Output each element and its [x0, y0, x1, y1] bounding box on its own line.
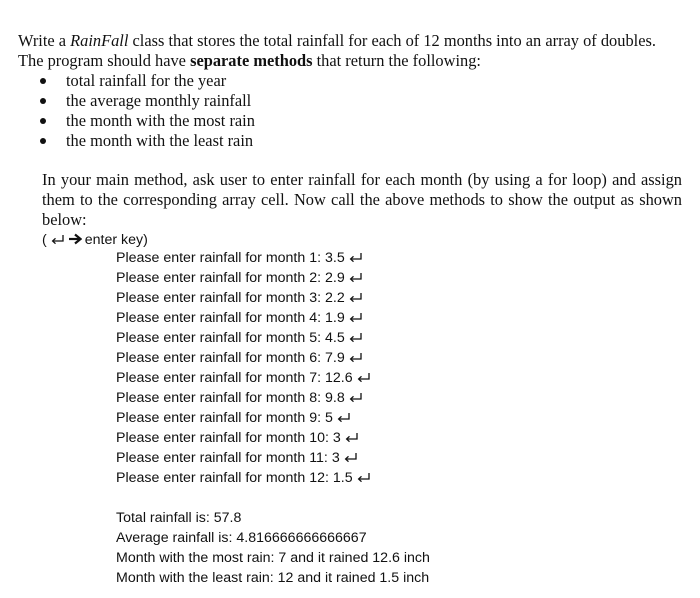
prompt-text: Please enter rainfall for month 11: 3 — [116, 450, 340, 466]
result-line-least-rain: Month with the least rain: 12 and it rained 1.5 inch — [116, 570, 430, 586]
intro-paragraph — [18, 31, 682, 71]
result-line-average: Average rainfall is: 4.816666666666667 — [116, 530, 367, 546]
enter-key-icon — [344, 452, 358, 463]
bullet-icon — [40, 118, 46, 124]
list-item-text: the month with the least rain — [66, 131, 254, 150]
key-legend — [42, 230, 148, 250]
legend-label: enter key) — [84, 232, 148, 248]
enter-key-icon — [357, 472, 371, 483]
enter-key-icon — [349, 312, 363, 323]
prompt-text: Please enter rainfall for month 2: 2.9 — [116, 270, 345, 286]
prompt-text: Please enter rainfall for month 5: 4.5 — [116, 330, 345, 346]
class-name: RainFall — [70, 31, 129, 50]
assignment-document — [18, 31, 682, 586]
prompt-line — [116, 408, 371, 428]
prompt-text: Please enter rainfall for month 8: 9.8 — [116, 390, 345, 406]
prompt-line — [116, 348, 371, 368]
list-item-text: the month with the most rain — [66, 111, 255, 130]
intro-text-1: Write a — [18, 31, 71, 50]
enter-key-icon — [51, 234, 65, 245]
bullet-icon — [40, 78, 46, 84]
right-arrow-icon — [68, 231, 82, 243]
prompt-line — [116, 268, 371, 288]
console-output — [116, 508, 430, 588]
intro-bold-text: separate methods — [190, 51, 313, 70]
prompt-text: Please enter rainfall for month 10: 3 — [116, 430, 341, 446]
prompt-line — [116, 468, 371, 488]
prompt-line — [116, 288, 371, 308]
enter-key-icon — [349, 292, 363, 303]
prompt-line — [116, 368, 371, 388]
prompt-line — [116, 248, 371, 268]
prompt-text: Please enter rainfall for month 1: 3.5 — [116, 250, 345, 266]
enter-key-icon — [349, 332, 363, 343]
list-item-text: total rainfall for the year — [66, 71, 227, 90]
legend-open-paren: ( — [42, 232, 47, 248]
prompt-line — [116, 328, 371, 348]
bullet-icon — [40, 138, 46, 144]
prompt-text: Please enter rainfall for month 3: 2.2 — [116, 290, 345, 306]
prompt-text: Please enter rainfall for month 9: 5 — [116, 410, 333, 426]
prompt-line — [116, 428, 371, 448]
enter-key-icon — [349, 352, 363, 363]
list-item — [40, 131, 682, 151]
prompt-text: Please enter rainfall for month 12: 1.5 — [116, 470, 353, 486]
result-line-total: Total rainfall is: 57.8 — [116, 510, 242, 526]
enter-key-icon — [337, 412, 351, 423]
bullet-icon — [40, 98, 46, 104]
enter-key-icon — [349, 392, 363, 403]
prompt-text: Please enter rainfall for month 6: 7.9 — [116, 350, 345, 366]
enter-key-icon — [349, 252, 363, 263]
enter-key-icon — [357, 372, 371, 383]
list-item — [40, 71, 682, 91]
enter-key-icon — [349, 272, 363, 283]
intro-text-3: that return the following: — [312, 51, 481, 70]
result-line-most-rain: Month with the most rain: 7 and it rained 12.6 inch — [116, 550, 430, 566]
list-item — [40, 111, 682, 131]
prompt-line — [116, 308, 371, 328]
enter-key-icon — [345, 432, 359, 443]
console-input-transcript — [116, 248, 371, 488]
prompt-text: Please enter rainfall for month 7: 12.6 — [116, 370, 353, 386]
list-item — [40, 91, 682, 111]
list-item-text: the average monthly rainfall — [66, 91, 252, 110]
prompt-line — [116, 448, 371, 468]
requirements-list — [18, 71, 682, 151]
intro-text-2: class that stores the total rainfall for each of 12 months into an array of doubles. The program should have — [18, 31, 656, 70]
prompt-text: Please enter rainfall for month 4: 1.9 — [116, 310, 345, 326]
instructions-paragraph: In your main method, ask user to enter rainfall for each month (by using a for loop) and assign them to the corresponding array cell. Now call the above methods to show the output as shown below: — [42, 170, 682, 229]
prompt-line — [116, 388, 371, 408]
